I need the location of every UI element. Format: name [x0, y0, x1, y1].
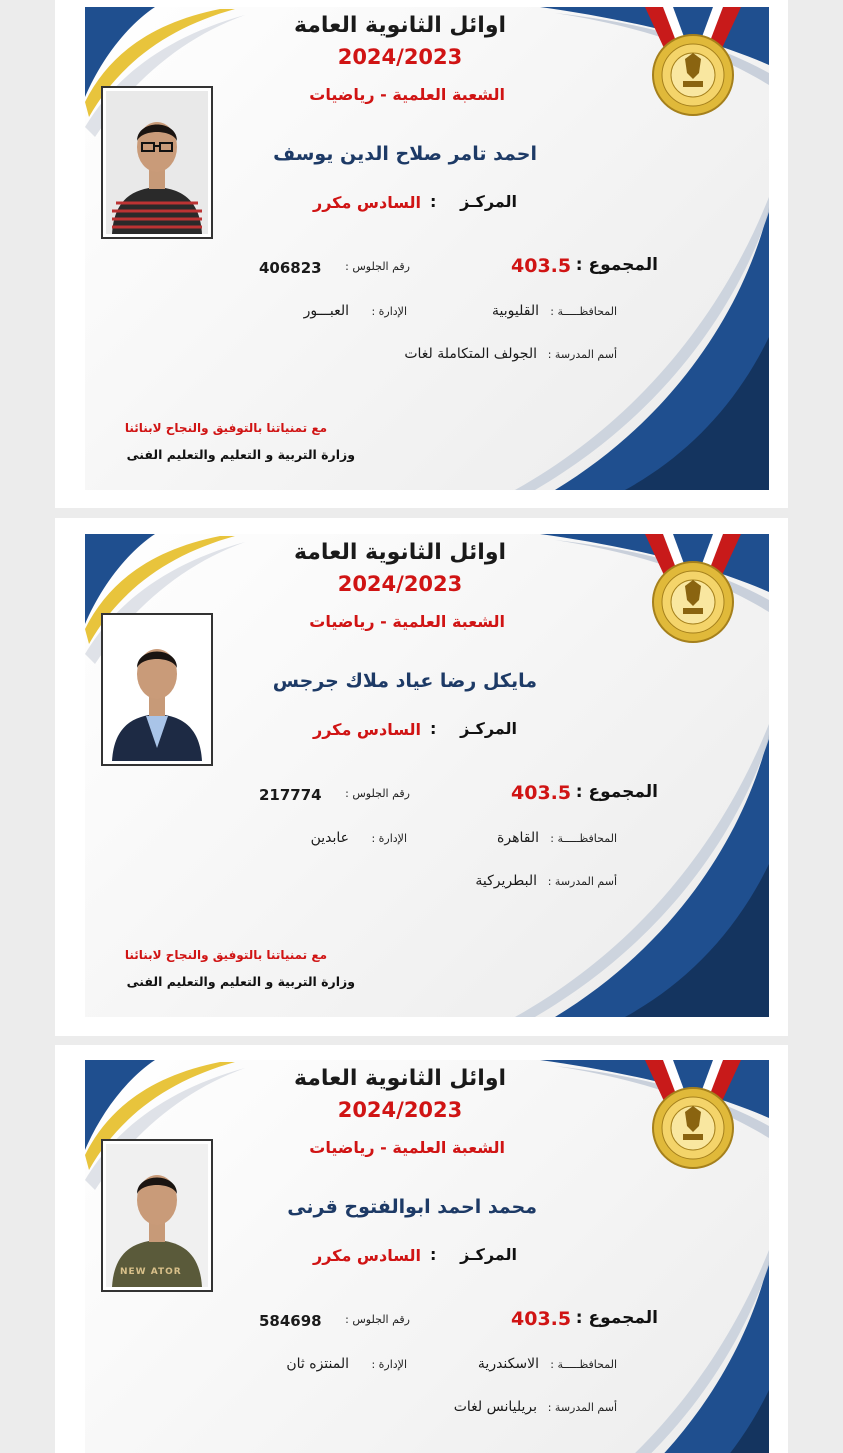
student-photo-icon [106, 618, 208, 761]
student-name: مايكل رضا عياد ملاك جرجس [272, 670, 537, 692]
rank-label: المركـز [460, 1245, 517, 1264]
rank-value: السادس مكرر [312, 193, 421, 212]
rank-separator: : [430, 1245, 437, 1264]
school-label: أسم المدرسة : [547, 348, 617, 361]
total-label: المجموع : [575, 1308, 658, 1328]
rank-label: المركـز [460, 719, 517, 738]
governorate-value: القاهرة [497, 830, 539, 846]
seat-number-value: 406823 [259, 259, 322, 277]
branch-label: الشعبة العلمية - رياضيات [309, 612, 505, 631]
governorate-value: الاسكندرية [477, 1356, 539, 1372]
student-card [85, 1060, 769, 1453]
rank-value: السادس مكرر [312, 720, 421, 739]
administration-value: المنتزه ثان [286, 1356, 349, 1372]
total-value: 403.5 [511, 255, 572, 277]
seat-number-label: رقم الجلوس : [345, 260, 410, 273]
governorate-label: المحافظـــــة : [550, 1358, 617, 1371]
ministry-text: وزارة التربية و التعليم والتعليم الفنى [126, 447, 355, 462]
administration-label: الإدارة : [371, 305, 407, 318]
total-value: 403.5 [511, 782, 572, 804]
school-label: أسم المدرسة : [547, 875, 617, 888]
total-label: المجموع : [575, 255, 658, 275]
school-value: البطريركية [475, 873, 537, 889]
student-name: محمد احمد ابوالفتوح قرنى [287, 1196, 537, 1218]
administration-value: عابدين [310, 830, 349, 846]
card-title: اوائل الثانوية العامة [293, 540, 507, 565]
wishes-text: مع تمنياتنا بالتوفيق والنجاح لابنائنا [124, 948, 327, 962]
ministry-emblem-icon [633, 534, 753, 649]
student-photo [101, 1139, 213, 1292]
academic-year: 2024/2023 [337, 572, 463, 596]
card-title: اوائل الثانوية العامة [293, 1066, 507, 1091]
school-value: الجولف المتكاملة لغات [404, 346, 537, 362]
seat-number-label: رقم الجلوس : [345, 1313, 410, 1326]
seat-number-value: 584698 [259, 1312, 322, 1330]
student-photo [101, 613, 213, 766]
branch-label: الشعبة العلمية - رياضيات [309, 85, 505, 104]
ministry-text: وزارة التربية و التعليم والتعليم الفنى [126, 974, 355, 989]
administration-label: الإدارة : [371, 832, 407, 845]
school-label: أسم المدرسة : [547, 1401, 617, 1414]
student-photo [101, 86, 213, 239]
school-value: بريليانس لغات [453, 1399, 537, 1415]
administration-value: العبـــور [303, 303, 349, 319]
academic-year: 2024/2023 [337, 1098, 463, 1122]
governorate-label: المحافظـــــة : [550, 832, 617, 845]
total-label: المجموع : [575, 782, 658, 802]
rank-value: السادس مكرر [312, 1246, 421, 1265]
rank-separator: : [430, 719, 437, 738]
seat-number-label: رقم الجلوس : [345, 787, 410, 800]
administration-label: الإدارة : [371, 1358, 407, 1371]
academic-year: 2024/2023 [337, 45, 463, 69]
rank-label: المركـز [460, 192, 517, 211]
student-photo-icon [106, 91, 208, 234]
student-photo-icon [106, 1144, 208, 1287]
governorate-value: القليوبية [492, 303, 539, 319]
student-card [85, 534, 769, 1017]
card-title: اوائل الثانوية العامة [293, 13, 507, 38]
student-name: احمد تامر صلاح الدين يوسف [273, 143, 537, 165]
shirt-print-text: NEW ATOR [120, 1267, 182, 1277]
student-card [85, 7, 769, 490]
governorate-label: المحافظـــــة : [550, 305, 617, 318]
wishes-text: مع تمنياتنا بالتوفيق والنجاح لابنائنا [124, 421, 327, 435]
total-value: 403.5 [511, 1308, 572, 1330]
ministry-emblem-icon [633, 7, 753, 122]
rank-separator: : [430, 192, 437, 211]
ministry-emblem-icon [633, 1060, 753, 1175]
seat-number-value: 217774 [259, 786, 322, 804]
branch-label: الشعبة العلمية - رياضيات [309, 1138, 505, 1157]
